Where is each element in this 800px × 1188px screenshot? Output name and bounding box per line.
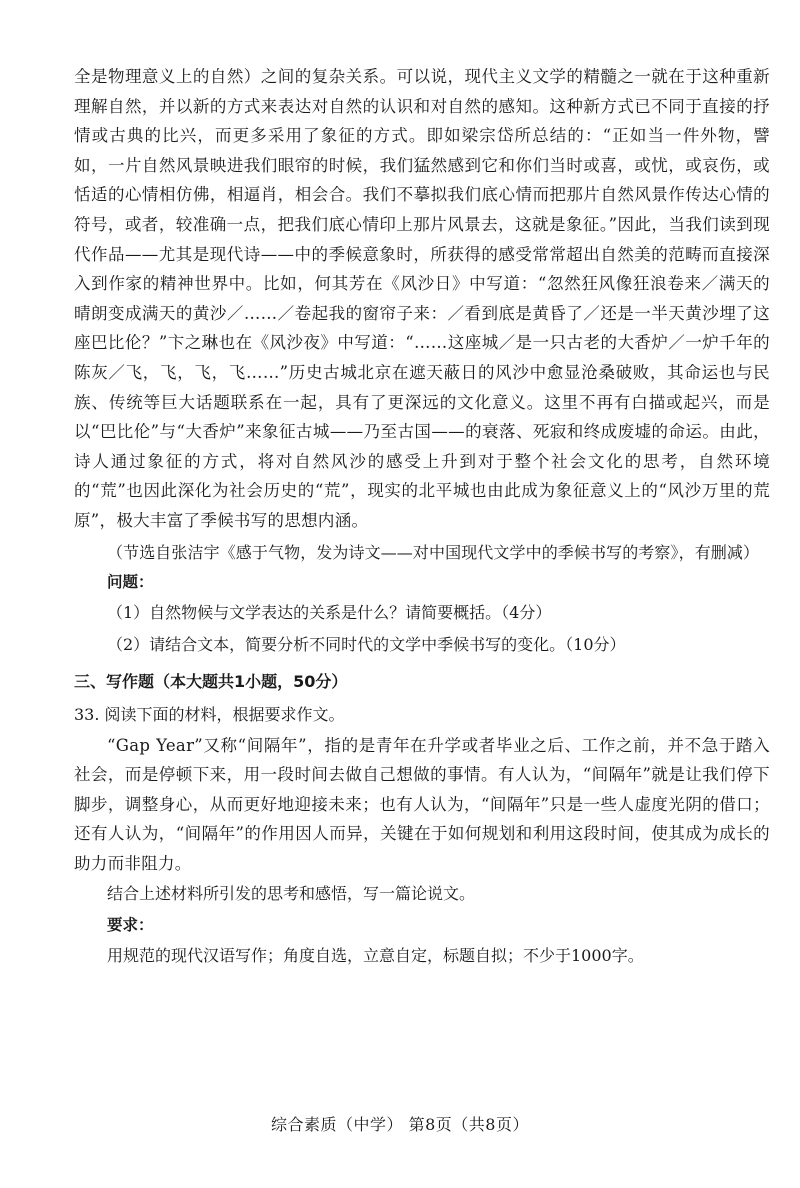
page-footer: 综合素质（中学） 第8页（共8页） [271,1115,529,1134]
writing-instruction: 结合上述材料所引发的思考和感悟，写一篇论说文。 [107,884,476,904]
passage-source: （节选自张洁宇《感于气物，发为诗文——对中国现代文学中的季候书写的考察》，有删减） [107,542,760,562]
writing-material: “Gap Year”又称“间隔年”，指的是青年在升学或者毕业之后、工作之前，并不急于踏入社会，而是停顿下来，用一段时间去做自己想做的事情。有人认为，“间隔年”就是让我们停下脚步，调整身心，从而更好地迎接未来；也有人认为，“间隔年”只是一些人虚度光阴的借口；还有人认为，“间隔年”的作用因人而异，关键在于如何规划和利用这段时间，使其成为成长的助力而非阻力。 [74,735,770,873]
question-33: 33. 阅读下面的材料，根据要求作文。 [74,704,345,724]
questions-label: 问题： [107,572,154,591]
writing-section-title: 三、写作题（本大题共1小题，50分） [74,671,348,691]
question-1: （1）自然物候与文学表达的关系是什么？请简要概括。（4分） [107,602,552,622]
requirements-label: 要求： [107,916,154,935]
passage-paragraph: 全是物理意义上的自然）之间的复杂关系。可以说，现代主义文学的精髓之一就在于这种重新理解自然，并以新的方式来表达对自然的认识和对自然的感知。这种新方式已不同于直接的抒情或古典的比兴，而更多采用了象征的方式。即如梁宗岱所总结的：“正如当一件外物，譬如，一片自然风景映进我们眼帘的时候，我们猛然感到它和你们当时或喜，或忧，或哀伤，或恬适的心情相仿佛，相逼肖，相会合。我们不摹拟我们底心情而把那片自然风景作传达心情的符号，或者，较准确一点，把我们底心情印上那片风景去，这就是象征。”因此，当我们读到现代作品——尤其是现代诗——中的季候意象时，所获得的感受常常超出自然美的范畴而直接深入到作家的精神世界中。比如，何其芳在《风沙日》中写道：“忽然狂风像狂浪卷来／满天的晴朗变成满天的黄沙／……／卷起我的窗帘子来：／看到底是黄昏了／还是一半天黄沙埋了这座巴比伦？”卞之琳也在《风沙夜》中写道：“……这座城／是一只古老的大香炉／一炉千年的陈灰／飞，飞，飞，飞……”历史古城北京在遮天蔽日的风沙中愈显沧桑破败，其命运也与民族、传统等巨大话题联系在一起，具有了更深远的文化意义。这里不再有白描或起兴，而是以“巴比伦”与“大香炉”来象征古城——乃至古国——的衰落、死寂和终成废墟的命运。由此，诗人通过象征的方式，将对自然风沙的感受上升到对于整个社会文化的思考，自然环境的“荒”也因此深化为社会历史的“荒”，现实的北平城也由此成为象征意义上的“风沙万里的荒原”，极大丰富了季候书写的思想内涵。 [74,67,770,530]
requirements-text: 用规范的现代汉语写作；角度自选，立意自定，标题自拟；不少于1000字。 [107,946,644,966]
exam-page [74,62,770,972]
question-2: （2）请结合文本，简要分析不同时代的文学中季候书写的变化。（10分） [107,634,626,654]
